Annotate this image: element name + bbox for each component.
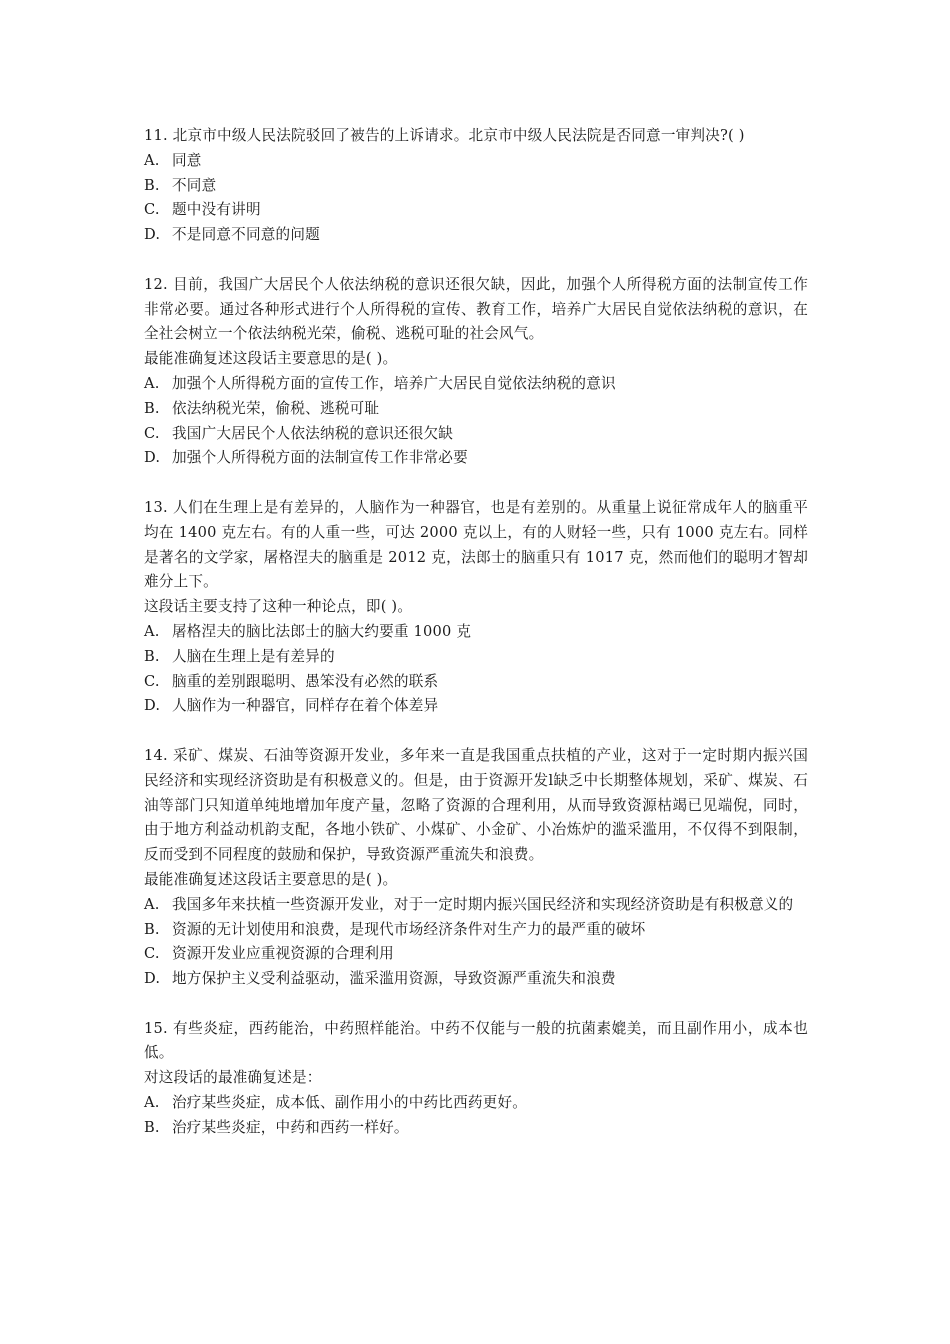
question-12 bbox=[144, 273, 808, 471]
option-letter: A. bbox=[144, 622, 160, 640]
option-a bbox=[144, 149, 808, 174]
option-text: 人脑作为一种器官，同样存在着个体差异 bbox=[172, 697, 439, 715]
option-letter: D. bbox=[144, 449, 161, 467]
option-letter: C. bbox=[144, 945, 160, 963]
option-letter: C. bbox=[144, 672, 160, 690]
question-13 bbox=[144, 496, 808, 719]
option-d bbox=[144, 446, 808, 471]
option-d bbox=[144, 223, 808, 248]
option-text: 依法纳税光荣，偷税、逃税可耻 bbox=[172, 399, 380, 417]
option-b bbox=[144, 645, 808, 670]
question-14 bbox=[144, 744, 808, 992]
question-text: 14. 采矿、煤炭、石油等资源开发业，多年来一直是我国重点扶植的产业，这对于一定时期内振兴国民经济和实现经济资助是有积极意义的。但是，由于资源开发l缺乏中长期整体规划，采矿、煤炭、石油等部门只知道单纯地增加年度产量，忽略了资源的合理利用，从而导致资源枯竭已见端倪，同时，由于地方利益动机韵支配，各地小铁矿、小煤矿、小金矿、小冶炼炉的滥采滥用，不仅得不到限制，反而受到不同程度的鼓励和保护，导致资源严重流失和浪费。 bbox=[144, 746, 808, 864]
option-text: 我国多年来扶植一些资源开发业，对于一定时期内振兴国民经济和实现经济资助是有积极意义的 bbox=[172, 895, 794, 913]
question-text: 13. 人们在生理上是有差异的，人脑作为一种器官，也是有差别的。从重量上说征常成年人的脑重平均在 1400 克左右。有的人重一些，可达 2000 克以上，有的人财轻一些，只有 1000 克左右。同样是著名的文学家，屠格涅夫的脑重是 2012 克，法郎士的脑重只有 1017 克，然而他们的聪明才智却难分上下。 bbox=[144, 498, 808, 591]
option-text: 资源开发业应重视资源的合理利用 bbox=[172, 945, 394, 963]
option-b bbox=[144, 1116, 808, 1141]
question-prompt: 对这段话的最准确复述是： bbox=[144, 1069, 322, 1087]
option-a bbox=[144, 372, 808, 397]
option-text: 治疗某些炎症，成本低、副作用小的中药比西药更好。 bbox=[172, 1094, 528, 1112]
option-letter: C. bbox=[144, 424, 160, 442]
option-text: 题中没有讲明 bbox=[172, 201, 261, 219]
option-letter: D. bbox=[144, 970, 161, 988]
option-d bbox=[144, 967, 808, 992]
question-text: 15. 有些炎症，西药能治，中药照样能治。中药不仅能与一般的抗菌素媲美，而且副作用小，成本也低。 bbox=[144, 1019, 808, 1062]
option-b bbox=[144, 918, 808, 943]
option-a bbox=[144, 1091, 808, 1116]
question-prompt: 最能准确复述这段话主要意思的是( )。 bbox=[144, 350, 398, 368]
option-letter: B. bbox=[144, 176, 160, 194]
document-page bbox=[144, 124, 808, 1165]
question-prompt: 这段话主要支持了这种一种论点，即( )。 bbox=[144, 598, 413, 616]
question-prompt: 最能准确复述这段话主要意思的是( )。 bbox=[144, 870, 398, 888]
option-text: 加强个人所得税方面的法制宣传工作非常必要 bbox=[172, 449, 468, 467]
option-c bbox=[144, 942, 808, 967]
option-text: 同意 bbox=[172, 151, 202, 169]
option-a bbox=[144, 620, 808, 645]
option-text: 不是同意不同意的问题 bbox=[172, 226, 320, 244]
option-b bbox=[144, 174, 808, 199]
option-letter: A. bbox=[144, 374, 160, 392]
option-c bbox=[144, 198, 808, 223]
option-letter: B. bbox=[144, 1118, 160, 1136]
option-a bbox=[144, 893, 808, 918]
option-letter: A. bbox=[144, 1094, 160, 1112]
option-letter: B. bbox=[144, 647, 160, 665]
question-text: 12. 目前，我国广大居民个人依法纳税的意识还很欠缺，因此，加强个人所得税方面的法制宣传工作非常必要。通过各种形式进行个人所得税的宣传、教育工作，培养广大居民自觉依法纳税的意识，在全社会树立一个依法纳税光荣，偷税、逃税可耻的社会风气。 bbox=[144, 275, 808, 343]
option-letter: B. bbox=[144, 399, 160, 417]
option-text: 治疗某些炎症，中药和西药一样好。 bbox=[172, 1118, 409, 1136]
option-text: 不同意 bbox=[172, 176, 217, 194]
option-d bbox=[144, 694, 808, 719]
option-text: 加强个人所得税方面的宣传工作，培养广大居民自觉依法纳税的意识 bbox=[172, 374, 616, 392]
option-letter: D. bbox=[144, 697, 161, 715]
option-text: 地方保护主义受利益驱动，滥采滥用资源，导致资源严重流失和浪费 bbox=[172, 970, 616, 988]
option-letter: D. bbox=[144, 226, 161, 244]
question-text: 11. 北京市中级人民法院驳回了被告的上诉请求。北京市中级人民法院是否同意一审判决?( ) bbox=[144, 127, 745, 144]
option-text: 人脑在生理上是有差异的 bbox=[172, 647, 335, 665]
option-text: 资源的无计划使用和浪费，是现代市场经济条件对生产力的最严重的破坏 bbox=[172, 920, 646, 938]
option-b bbox=[144, 397, 808, 422]
option-text: 脑重的差别跟聪明、愚笨没有必然的联系 bbox=[172, 672, 439, 690]
question-15 bbox=[144, 1017, 808, 1141]
question-11 bbox=[144, 124, 808, 248]
option-letter: A. bbox=[144, 895, 160, 913]
option-c bbox=[144, 422, 808, 447]
option-text: 我国广大居民个人依法纳税的意识还很欠缺 bbox=[172, 424, 454, 442]
option-text: 屠格涅夫的脑比法郎士的脑大约要重 1000 克 bbox=[172, 622, 472, 640]
option-letter: C. bbox=[144, 201, 160, 219]
option-letter: B. bbox=[144, 920, 160, 938]
option-c bbox=[144, 670, 808, 695]
option-letter: A. bbox=[144, 151, 160, 169]
